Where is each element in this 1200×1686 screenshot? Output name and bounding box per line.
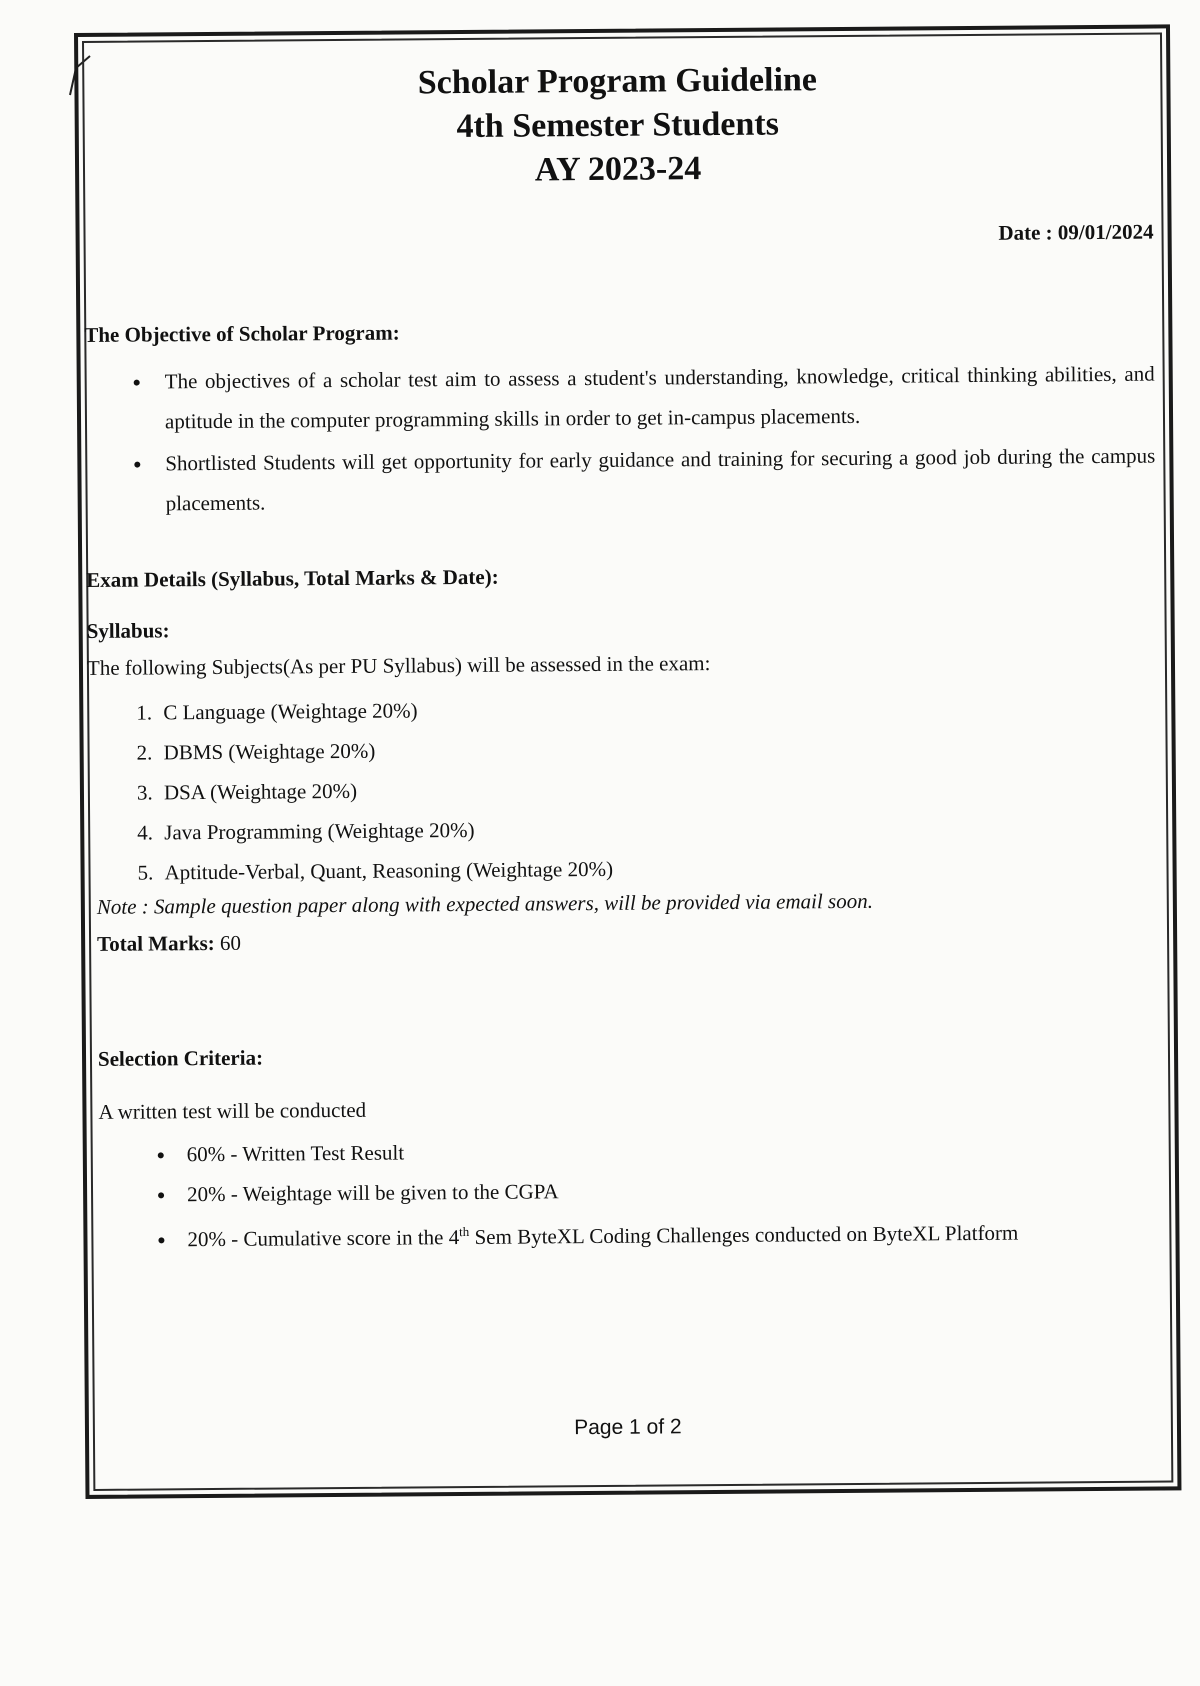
list-item: • Shortlisted Students will get opportunity for early guidance and training for securing a good job during the campus placements. — [153, 436, 1156, 524]
criteria-list — [91, 1127, 1162, 1260]
objective-heading: The Objective of Scholar Program: — [84, 320, 400, 347]
list-item: • 60% - Written Test Result — [177, 1127, 1161, 1175]
document-title: Scholar Program Guideline — [417, 61, 818, 102]
criteria-text-suffix: Sem ByteXL Coding Challenges conducted on ByteXL Platform — [469, 1220, 1019, 1249]
list-item: 5. Aptitude-Verbal, Quant, Reasoning (Weightage 20%) — [158, 845, 1158, 893]
total-marks — [89, 924, 1159, 957]
document-subtitle-semester: 4th Semester Students — [456, 105, 780, 146]
document-subtitle-year: AY 2023-24 — [534, 150, 702, 189]
criteria-text-prefix: 20% - Cumulative score in the 4 — [187, 1225, 460, 1252]
syllabus-intro: The following Subjects(As per PU Syllabus) will be assessed in the exam: — [86, 651, 711, 680]
selection-intro: A written test will be conducted — [98, 1097, 367, 1124]
page-number: Page 1 of 2 — [574, 1415, 682, 1440]
list-item — [177, 1207, 1161, 1260]
list-item: 4. Java Programming (Weightage 20%) — [158, 805, 1158, 853]
total-marks-value: 60 — [219, 930, 242, 955]
document-title-block — [82, 56, 1153, 196]
list-item: 2. DBMS (Weightage 20%) — [157, 725, 1157, 773]
objective-list — [85, 354, 1156, 524]
total-marks-label: Total Marks: — [97, 930, 215, 956]
list-item: 1. C Language (Weightage 20%) — [157, 685, 1157, 733]
syllabus-heading: Syllabus: — [86, 618, 170, 643]
sample-paper-note: Note : Sample question paper along with expected answers, will be provided via email soon. — [96, 888, 873, 919]
ordinal-suffix: th — [459, 1223, 470, 1240]
document-date: Date : 09/01/2024 — [998, 219, 1154, 245]
list-item: 3. DSA (Weightage 20%) — [158, 765, 1158, 813]
exam-details-heading: Exam Details (Syllabus, Total Marks & Date): — [86, 564, 499, 592]
subject-list — [87, 685, 1159, 893]
document-body — [82, 32, 1162, 1440]
list-item: • The objectives of a scholar test aim to assess a student's understanding, knowledge, critical thinking abilities, and aptitude in the computer programming skills in order to get in-campus placements. — [153, 354, 1156, 442]
selection-criteria-heading: Selection Criteria: — [97, 1045, 264, 1071]
list-item: • 20% - Weightage will be given to the CGPA — [177, 1167, 1161, 1215]
